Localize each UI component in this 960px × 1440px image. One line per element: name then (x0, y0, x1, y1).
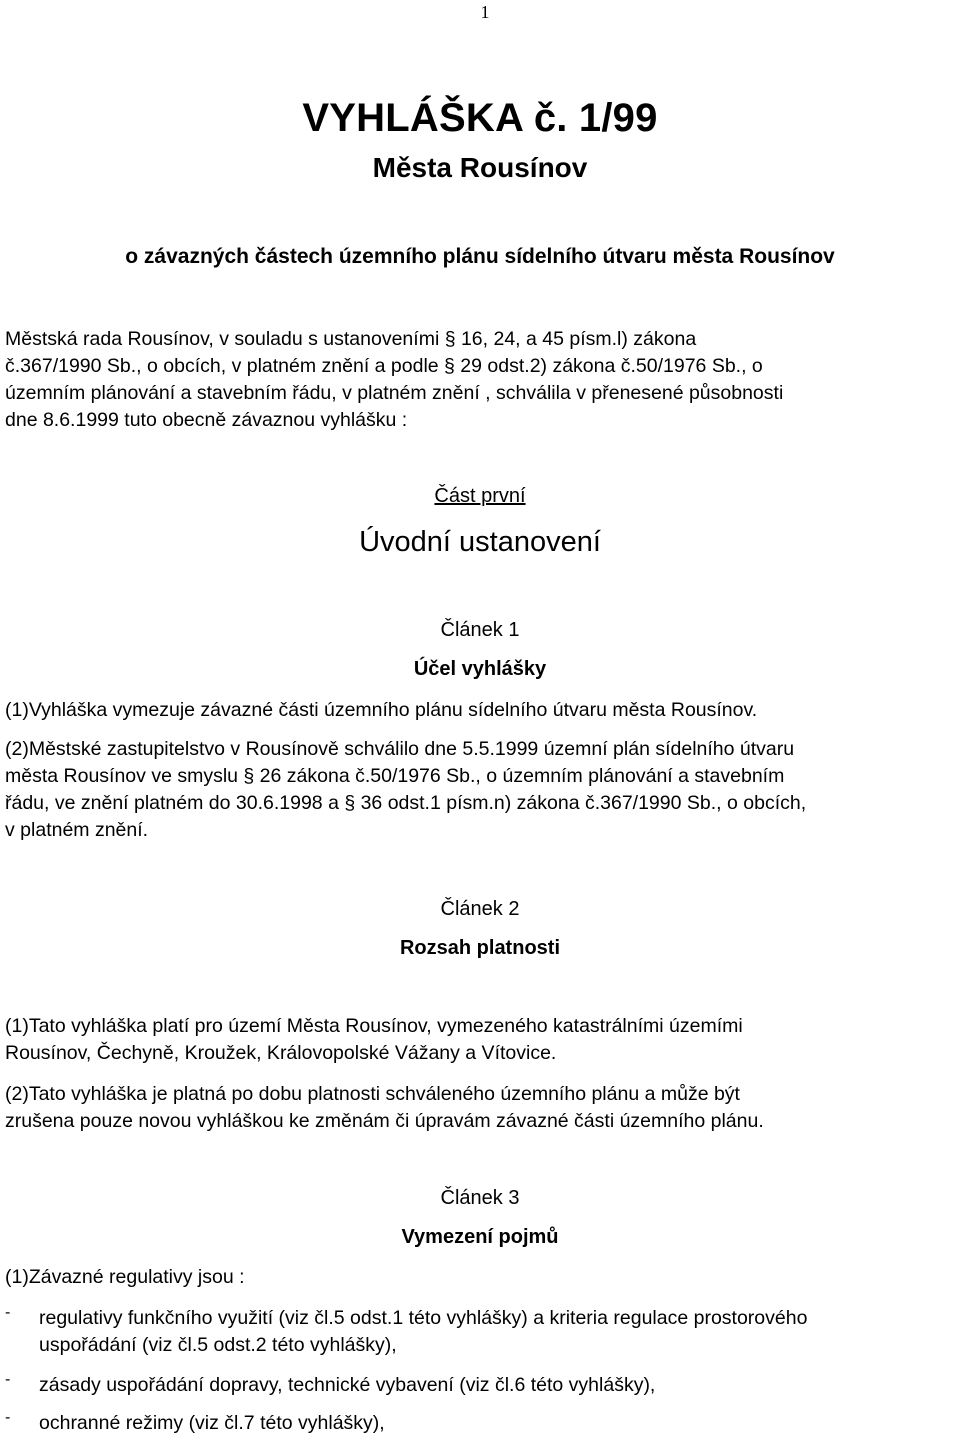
document-subject: o závazných částech územního plánu sídelního útvaru města Rousínov (125, 245, 835, 268)
paragraph-line: v platném znění. (5, 819, 149, 841)
paragraph-line: (1)Tato vyhláška platí pro území Města Rousínov, vymezeného katastrálními územími (5, 1015, 743, 1037)
list-item-line: regulativy funkčního využití (viz čl.5 odst.1 této vyhlášky) a kriteria regulace prostorového (39, 1307, 808, 1329)
paragraph-line: města Rousínov ve smyslu § 26 zákona č.50/1976 Sb., o územním plánování a stavebním (5, 765, 785, 787)
article-2-number: Článek 2 (440, 898, 520, 920)
bullet-dash: - (5, 1409, 11, 1426)
paragraph-line: Rousínov, Čechyně, Kroužek, Královopolské Vážany a Vítovice. (5, 1042, 557, 1064)
bullet-dash: - (5, 1371, 11, 1388)
preamble (5, 326, 955, 434)
document-title: VYHLÁŠKA č. 1/99 (302, 96, 658, 140)
list-item-line: uspořádání (viz čl.5 odst.2 této vyhlášky), (39, 1334, 397, 1356)
preamble-line: č.367/1990 Sb., o obcích, v platném znění a podle § 29 odst.2) zákona č.50/1976 Sb., o (5, 355, 763, 377)
preamble-line: Městská rada Rousínov, v souladu s ustanoveními § 16, 24, a 45 písm.l) zákona (5, 328, 697, 350)
part-title: Úvodní ustanovení (359, 526, 601, 558)
paragraph-line: (1)Vyhláška vymezuje závazné části územního plánu sídelního útvaru města Rousínov. (5, 699, 758, 721)
article-1-title: Účel vyhlášky (413, 658, 547, 680)
paragraph-line: (2)Tato vyhláška je platná po dobu platnosti schváleného územního plánu a může být (5, 1083, 740, 1105)
article-2-paragraph-2 (5, 1081, 955, 1135)
article-3-number: Článek 3 (440, 1187, 520, 1209)
preamble-line: dne 8.6.1999 tuto obecně závaznou vyhlášku : (5, 409, 408, 431)
list-item-line: zásady uspořádání dopravy, technické vybavení (viz čl.6 této vyhlášky), (39, 1374, 656, 1396)
preamble-line: územním plánování a stavebním řádu, v platném znění , schválila v přenesené působnosti (5, 382, 784, 404)
paragraph-line: řádu, ve znění platném do 30.6.1998 a § 36 odst.1 písm.n) zákona č.367/1990 Sb., o obcích, (5, 792, 807, 814)
article-3-title: Vymezení pojmů (401, 1226, 559, 1248)
part-label: Část první (434, 485, 526, 507)
article-2-paragraph-1 (5, 1013, 955, 1067)
paragraph-line: zrušena pouze novou vyhláškou ke změnám či úpravám závazné části územního plánu. (5, 1110, 764, 1132)
list-item-line: ochranné režimy (viz čl.7 této vyhlášky), (39, 1412, 385, 1434)
bullet-dash: - (5, 1304, 11, 1321)
article-1-paragraph-2 (5, 736, 955, 844)
document-subtitle: Města Rousínov (372, 152, 588, 183)
page-number: 1 (480, 2, 490, 22)
paragraph-line: (2)Městské zastupitelstvo v Rousínově schválilo dne 5.5.1999 územní plán sídelního útvaru (5, 738, 795, 760)
article-1-paragraph-1 (5, 697, 955, 724)
article-2-title: Rozsah platnosti (399, 937, 560, 959)
article-1-number: Článek 1 (440, 619, 520, 641)
article-3-paragraph-1: (1)Závazné regulativy jsou : (5, 1266, 245, 1288)
